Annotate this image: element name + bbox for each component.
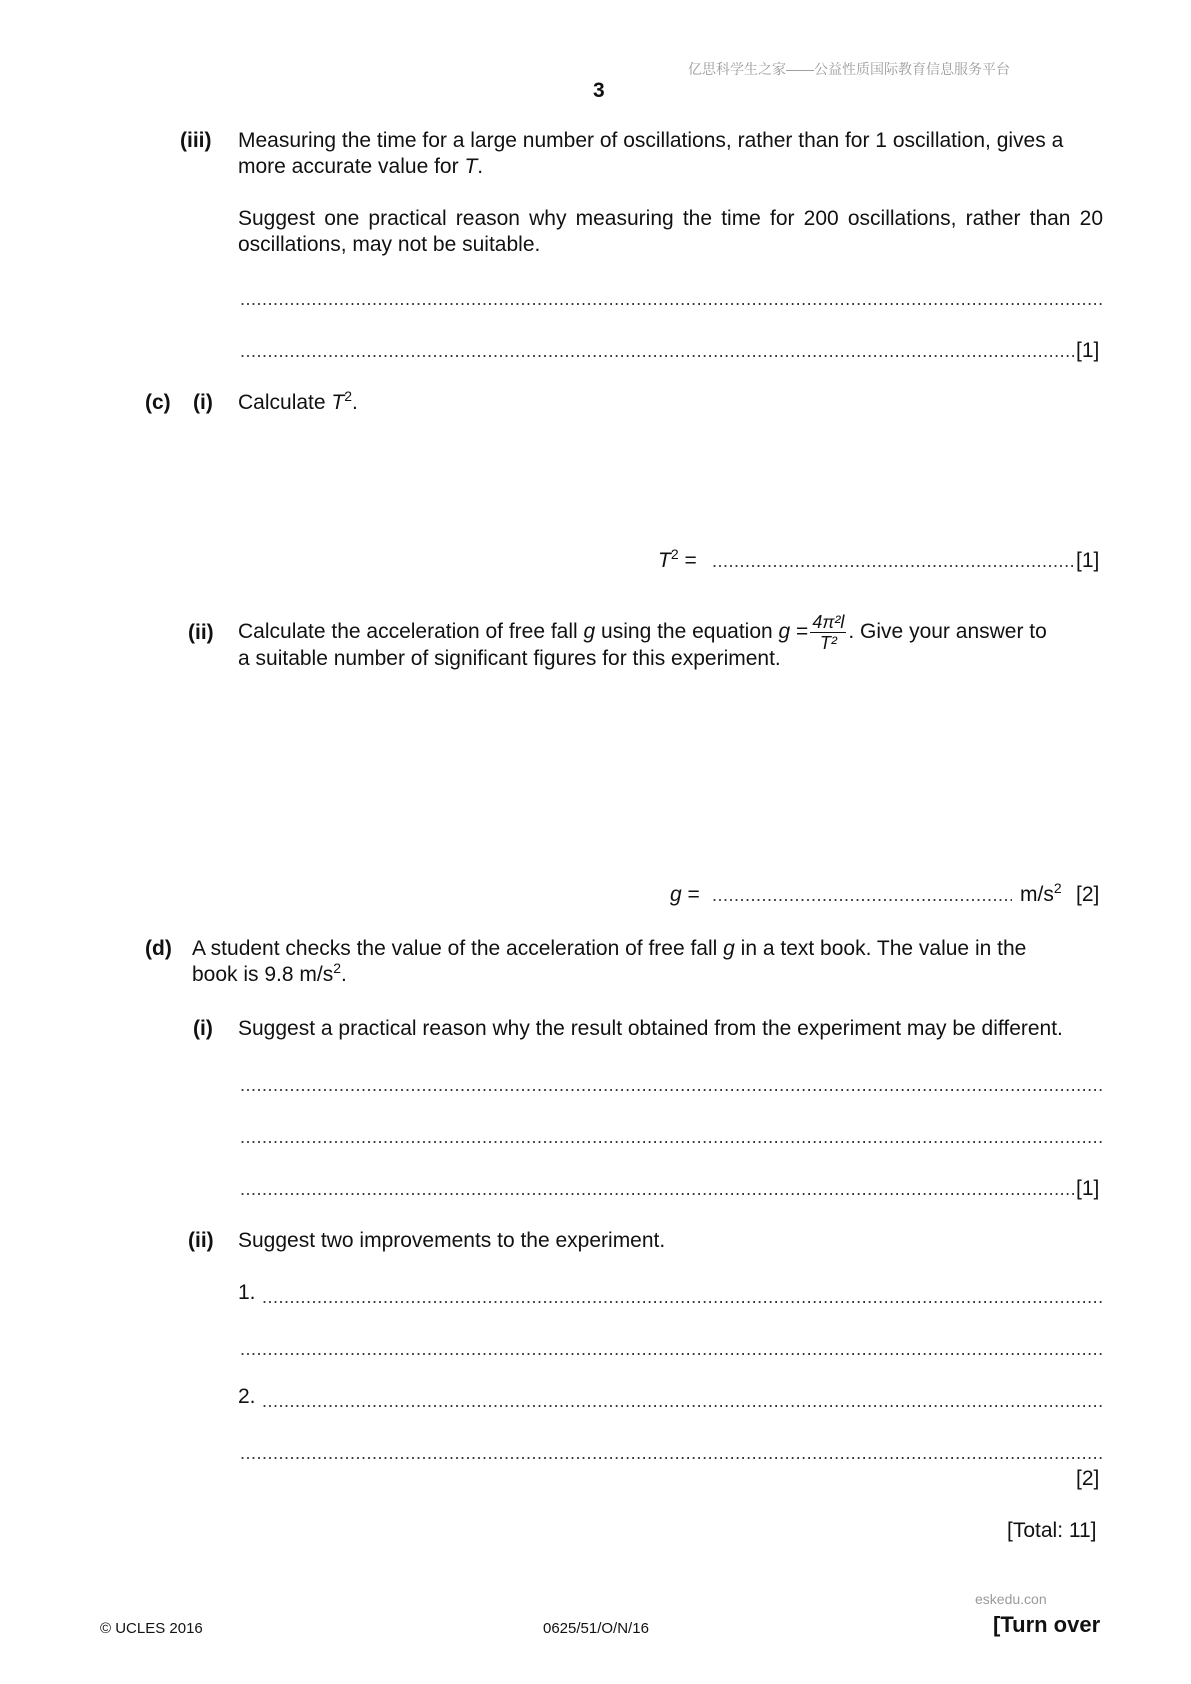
q-b-iii-line2-prefix: more accurate value for [238, 155, 465, 178]
improvement-1-line-2[interactable] [240, 1336, 1102, 1362]
q-b-iii-line2 [238, 154, 483, 180]
equation-denominator: T² [819, 632, 837, 653]
q-c-i-label: (i) [193, 391, 213, 414]
q-d-ii-text: Suggest two improvements to the experiment. [238, 1229, 666, 1252]
turn-over: [Turn over [993, 1612, 1101, 1637]
q-d-label: (d) [145, 937, 172, 960]
q-c-i-end: . [352, 391, 358, 414]
page-number: 3 [593, 79, 605, 102]
answer-line-b-iii-2[interactable] [240, 338, 1076, 364]
g-unit-sup: 2 [1053, 880, 1062, 896]
equation-numerator: 4π²l [812, 611, 845, 632]
q-c-ii-var-g: g [583, 620, 596, 643]
q-c-i-text [238, 390, 358, 417]
q-d-intro-b: in a text book. The value in the [734, 937, 1027, 960]
g-answer-eq: = [681, 883, 700, 906]
q-c-i-sup: 2 [344, 388, 353, 404]
q-c-i-text-main: Calculate [238, 391, 332, 414]
t2-answer-eq: = [678, 549, 697, 572]
q-d-intro-var: g [723, 937, 735, 960]
q-c-ii-text-c: . Give your answer to [848, 620, 1047, 643]
g-answer-var: g [670, 883, 682, 906]
t2-answer-sup: 2 [670, 546, 679, 562]
q-d-intro-a: A student checks the value of the acceleration of free fall [192, 937, 724, 960]
q-b-iii-label: (iii) [180, 129, 212, 152]
g-answer-label [670, 882, 700, 908]
mark-d-ii: [2] [1076, 1467, 1100, 1490]
improvement-2-number: 2. [238, 1385, 256, 1408]
q-c-i-var-t: T [331, 391, 345, 414]
q-d-i-text: Suggest a practical reason why the result obtained from the experiment may be different. [238, 1017, 1063, 1040]
improvement-2-line[interactable] [262, 1388, 1102, 1414]
site-watermark: eskedu.con [975, 1591, 1047, 1607]
improvement-1-number: 1. [238, 1281, 256, 1304]
q-d-i-label: (i) [193, 1017, 213, 1040]
question-total: [Total: 11] [1007, 1519, 1097, 1542]
q-b-iii-question: Suggest one practical reason why measuring the time for 200 oscillations, rather than 20 oscillations, may not be suitable. [238, 207, 1103, 256]
q-d-intro-sup: 2 [333, 960, 342, 976]
mark-c-ii: [2] [1076, 883, 1100, 906]
g-unit-text: m/s [1020, 883, 1054, 906]
t2-answer-line[interactable] [712, 548, 1076, 574]
q-c-label: (c) [145, 391, 171, 414]
q-d-ii-label: (ii) [188, 1229, 214, 1252]
q-c-ii-label: (ii) [188, 621, 214, 644]
watermark-text: 亿思科学生之家——公益性质国际教育信息服务平台 [688, 61, 1010, 77]
answer-line-d-i-1[interactable] [240, 1072, 1102, 1098]
answer-line-d-i-2[interactable] [240, 1124, 1102, 1150]
q-d-intro-line2-text: book is 9.8 m/s [192, 963, 334, 986]
q-d-intro-line1 [192, 936, 1103, 962]
improvement-2-line-2[interactable] [240, 1440, 1102, 1466]
q-c-ii-text-a: Calculate the acceleration of free fall [238, 620, 584, 643]
mark-d-i: [1] [1076, 1177, 1100, 1200]
footer-code: 0625/51/O/N/16 [543, 1620, 649, 1637]
mark-b-iii: [1] [1076, 339, 1100, 362]
q-b-iii-var-t: T [464, 155, 478, 178]
answer-line-d-i-3[interactable] [240, 1176, 1076, 1202]
t2-answer-label [658, 548, 697, 575]
footer-copyright: © UCLES 2016 [100, 1620, 203, 1637]
t2-answer-var: T [658, 549, 671, 572]
q-c-ii-text-b: using the equation [595, 620, 779, 643]
q-c-ii-eq-g: g [778, 620, 791, 643]
answer-line-b-iii-1[interactable] [240, 286, 1102, 312]
q-d-intro-line2 [192, 962, 347, 989]
improvement-1-line[interactable] [262, 1284, 1102, 1310]
mark-c-i: [1] [1076, 549, 1100, 572]
q-d-intro-end: . [341, 963, 347, 986]
equation-fraction [810, 612, 846, 653]
q-b-iii-line1: Measuring the time for a large number of oscillations, rather than for 1 oscillation, gives a [238, 129, 1064, 152]
q-c-ii-line2: a suitable number of significant figures for this experiment. [238, 647, 781, 670]
q-c-ii-eq-equals: = [790, 620, 809, 643]
q-b-iii-line2-suffix: . [477, 155, 484, 178]
g-unit [1020, 882, 1062, 909]
g-answer-line[interactable] [712, 882, 1012, 908]
